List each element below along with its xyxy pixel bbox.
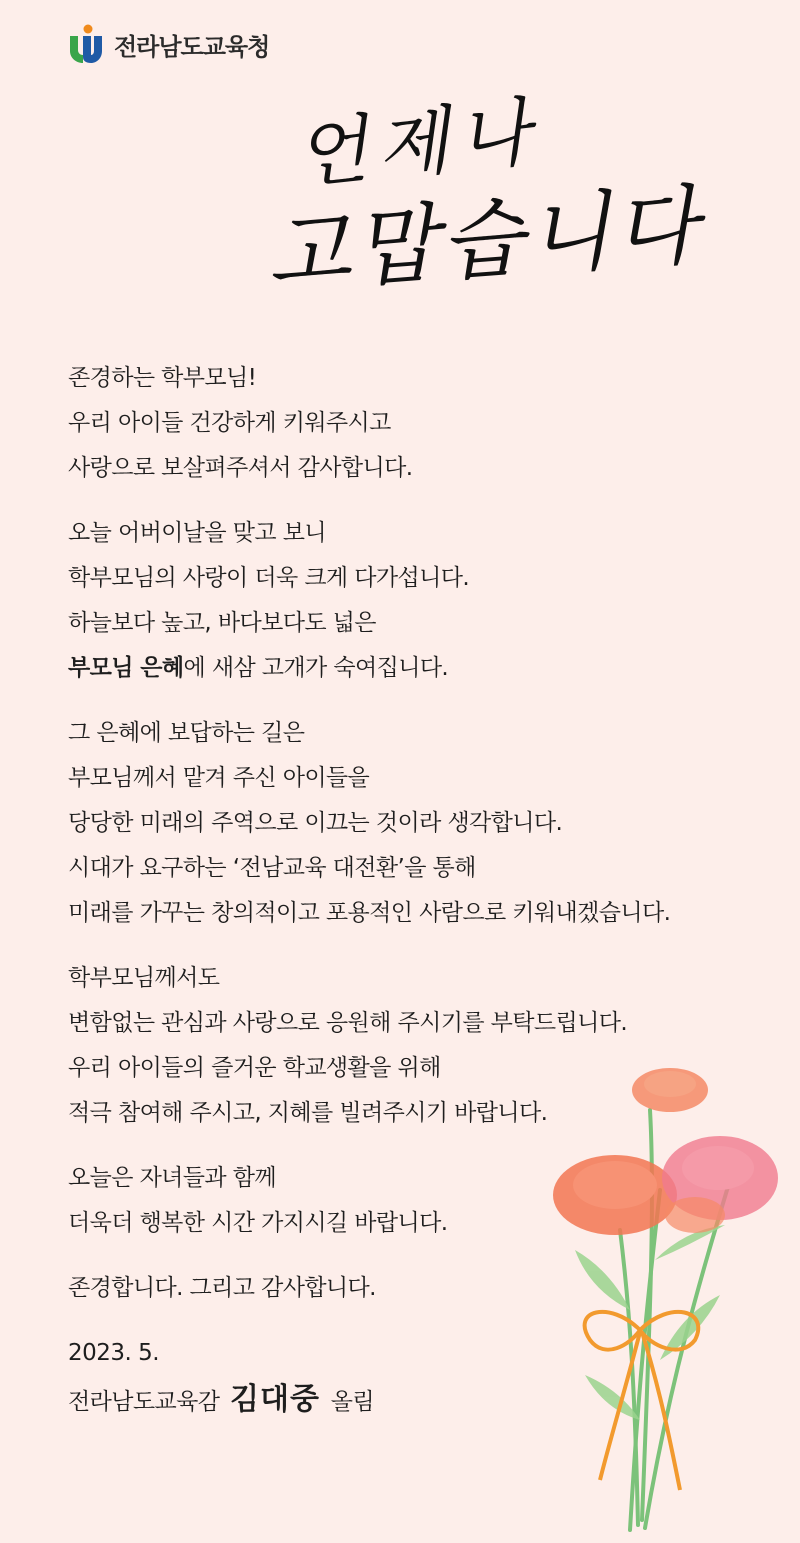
letter-line: 적극 참여해 주시고, 지혜를 빌려주시기 바랍니다. xyxy=(68,1100,548,1126)
carnation-bouquet-illustration xyxy=(530,1060,790,1540)
education-office-emblem-icon xyxy=(68,24,106,64)
paragraph-parents-day xyxy=(68,511,758,691)
letter-line: 우리 아이들 건강하게 키워주시고 xyxy=(68,410,391,436)
headline-line-2: 고맙습니다 xyxy=(263,175,705,306)
letter-line: 학부모님께서도 xyxy=(68,965,220,991)
signature-name: 김대중 xyxy=(230,1382,320,1417)
letter-line: 오늘 어버이날을 맞고 보니 xyxy=(68,520,326,546)
letter-line: 존경하는 학부모님! xyxy=(68,365,257,391)
signature-title: 전라남도교육감 xyxy=(68,1389,220,1415)
letter-line-rest: 에 새삼 고개가 숙여집니다. xyxy=(183,655,449,681)
letter-line xyxy=(68,646,758,691)
letter-line: 하늘보다 높고, 바다보다도 넓은 xyxy=(68,610,376,636)
headline-line-1: 언제나 xyxy=(291,88,544,200)
letter-line: 변함없는 관심과 사랑으로 응원해 주시기를 부탁드립니다. xyxy=(68,1010,628,1036)
letter-line: 사랑으로 보살펴주셔서 감사합니다. xyxy=(68,455,413,481)
letter-line: 부모님께서 맡겨 주신 아이들을 xyxy=(68,765,370,791)
paragraph-commitment xyxy=(68,711,758,936)
carnation-icon xyxy=(553,1068,778,1235)
letter-line: 학부모님의 사랑이 더욱 크게 다가섭니다. xyxy=(68,565,470,591)
calligraphy-headline xyxy=(0,88,800,318)
letter-line: 오늘은 자녀들과 함께 xyxy=(68,1165,276,1191)
signature-suffix: 올림 xyxy=(330,1389,374,1415)
org-name: 전라남도교육청 xyxy=(114,32,270,61)
letter-line: 존경합니다. 그리고 감사합니다. xyxy=(68,1275,376,1301)
emphasis-text: 부모님 은혜 xyxy=(68,655,184,681)
letter-line: 그 은혜에 보답하는 길은 xyxy=(68,720,305,746)
letter-line: 우리 아이들의 즐거운 학교생활을 위해 xyxy=(68,1055,441,1081)
letter-line: 미래를 가꾸는 창의적이고 포용적인 사람으로 키워내겠습니다. xyxy=(68,900,671,926)
org-logo xyxy=(68,24,269,64)
letter-date: 2023. 5. xyxy=(68,1340,160,1366)
paragraph-greeting xyxy=(68,356,758,491)
letter-line: 당당한 미래의 주역으로 이끄는 것이라 생각합니다. xyxy=(68,810,563,836)
letter-line: 더욱더 행복한 시간 가지시길 바랍니다. xyxy=(68,1210,448,1236)
letter-line: 시대가 요구하는 ‘전남교육 대전환’을 통해 xyxy=(68,855,476,881)
